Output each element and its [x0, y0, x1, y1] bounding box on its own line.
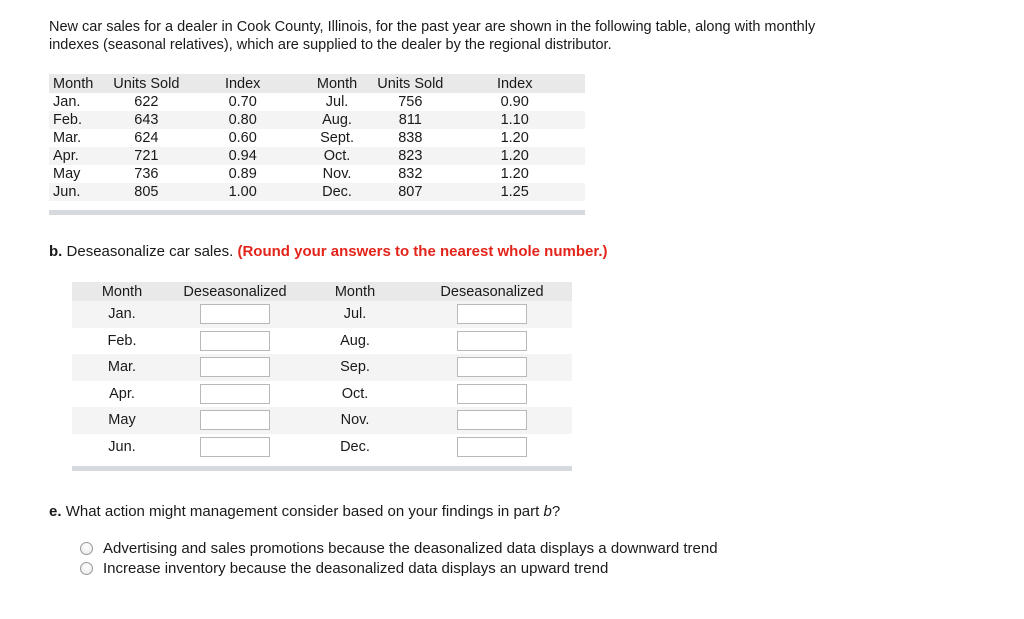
part-b-label: b. [49, 243, 63, 260]
index-cell: 1.20 [444, 147, 585, 165]
part-e-text: What action might management consider based on your findings in part [65, 503, 544, 520]
answer-row [72, 301, 572, 328]
answer-input-cell [412, 354, 572, 381]
month-cell: Jan. [53, 94, 81, 110]
units-sold-cell: 736 [134, 166, 159, 182]
month-cell: Nov. [322, 166, 352, 182]
answer-month-cell: Oct. [341, 385, 369, 402]
index-cell: 0.60 [228, 130, 257, 146]
units-sold-cell: 838 [398, 130, 423, 146]
table-row [49, 129, 585, 147]
units-sold-cell: 823 [376, 147, 444, 165]
month-cell: Dec. [298, 183, 376, 201]
index-cell: 1.20 [500, 166, 529, 182]
index-cell: 0.70 [228, 94, 257, 110]
option-label: Increase inventory because the deasonalized data displays an upward trend [103, 560, 609, 577]
deseasonalized-input[interactable] [457, 410, 527, 430]
deseasonalized-input[interactable] [200, 384, 270, 404]
units-sold-cell: 756 [398, 94, 423, 110]
index-cell: 1.20 [500, 130, 529, 146]
problem-intro: New car sales for a dealer in Cook County, Illinois, for the past year are shown in the following table, along with monthly indexes (seasonal relatives), which are supplied to the dealer by the regional distributor. [49, 19, 816, 53]
answer-month-cell: May [72, 407, 172, 434]
part-b-text: Deseasonalize car sales. [66, 243, 234, 260]
index-cell: 0.80 [188, 111, 298, 129]
answer-input-cell [172, 381, 298, 408]
part-b-question [49, 243, 608, 260]
option-label: Advertising and sales promotions because the deasonalized data displays a downward trend [103, 540, 718, 557]
table-row [49, 111, 585, 129]
answer-month-cell: Dec. [340, 438, 370, 455]
table-row [49, 93, 585, 111]
answer-input-cell [172, 354, 298, 381]
units-sold-cell: 807 [376, 183, 444, 201]
answer-input-cell [172, 434, 298, 461]
header-index-2: Index [444, 74, 585, 93]
month-cell: Jun. [49, 183, 105, 201]
answer-header-month-2: Month [298, 282, 412, 301]
table-row [49, 147, 585, 165]
index-cell: 1.10 [444, 111, 585, 129]
month-cell: Sept. [320, 130, 354, 146]
index-cell: 0.90 [500, 94, 529, 110]
deseasonalized-input[interactable] [200, 304, 270, 324]
deseasonalized-input[interactable] [457, 384, 527, 404]
units-sold-cell: 622 [134, 94, 159, 110]
part-b-instruction: (Round your answers to the nearest whole number.) [237, 243, 608, 260]
data-table-divider [49, 210, 585, 215]
answer-input-cell [412, 301, 572, 328]
units-sold-cell: 811 [376, 111, 444, 129]
answer-input-cell [172, 328, 298, 355]
answer-input-cell [172, 301, 298, 328]
answer-month-cell: Aug. [340, 332, 370, 349]
deseasonalized-input[interactable] [200, 357, 270, 377]
answer-row [72, 434, 572, 461]
answer-input-cell [412, 407, 572, 434]
option-upward-trend[interactable] [80, 560, 608, 577]
part-e-question-mark: ? [551, 503, 561, 520]
units-sold-cell: 805 [105, 183, 187, 201]
month-cell: Apr. [49, 147, 105, 165]
answer-input-cell [412, 328, 572, 355]
header-units-sold-2: Units Sold [377, 75, 444, 92]
deseasonalized-input[interactable] [200, 410, 270, 430]
header-units-sold: Units Sold [105, 74, 187, 93]
answer-input-cell [172, 407, 298, 434]
deseasonalize-answer-table [72, 282, 572, 460]
radio-button[interactable] [80, 542, 93, 555]
deseasonalized-input[interactable] [457, 437, 527, 457]
answer-month-cell: Apr. [109, 385, 135, 402]
part-e-part-ref: b [543, 503, 552, 520]
month-cell: Jul. [325, 94, 349, 110]
units-sold-cell: 721 [105, 147, 187, 165]
deseasonalized-input[interactable] [457, 357, 527, 377]
header-index: Index [188, 74, 298, 93]
index-cell: 0.89 [228, 166, 257, 182]
index-cell: 1.00 [188, 183, 298, 201]
part-e-question [49, 503, 560, 520]
answer-row [72, 354, 572, 381]
index-cell: 1.25 [444, 183, 585, 201]
header-month: Month [49, 74, 105, 93]
table-header-row [49, 74, 585, 93]
month-cell: Feb. [49, 111, 105, 129]
option-downward-trend[interactable] [80, 540, 718, 557]
answer-month-cell: Jan. [72, 301, 172, 328]
units-sold-cell: 643 [105, 111, 187, 129]
answer-header-deseasonalized: Deseasonalized [172, 282, 298, 301]
answer-month-cell: Sep. [298, 354, 412, 381]
month-cell: Aug. [298, 111, 376, 129]
header-month-2: Month [298, 74, 376, 93]
month-cell: Mar. [53, 130, 82, 146]
answer-month-cell: Feb. [107, 332, 137, 349]
radio-button[interactable] [80, 562, 93, 575]
table-row [49, 183, 585, 201]
deseasonalized-input[interactable] [457, 331, 527, 351]
answer-month-cell: Nov. [298, 407, 412, 434]
answer-row [72, 328, 572, 355]
units-sold-cell: 832 [398, 166, 423, 182]
deseasonalized-input[interactable] [457, 304, 527, 324]
answer-input-cell [412, 434, 572, 461]
units-sold-cell: 624 [134, 130, 159, 146]
answer-input-cell [412, 381, 572, 408]
answer-header-month: Month [72, 282, 172, 301]
deseasonalized-input[interactable] [200, 437, 270, 457]
answer-header-row [72, 282, 572, 301]
month-cell: Oct. [298, 147, 376, 165]
answer-table-divider [72, 466, 572, 471]
deseasonalized-input[interactable] [200, 331, 270, 351]
month-cell: May [53, 166, 81, 182]
answer-header-deseasonalized-2: Deseasonalized [412, 282, 572, 301]
sales-data-table [49, 74, 585, 201]
answer-row [72, 381, 572, 408]
index-cell: 0.94 [188, 147, 298, 165]
answer-month-cell: Mar. [72, 354, 172, 381]
part-e-label: e. [49, 503, 62, 520]
answer-month-cell: Jun. [108, 438, 136, 455]
answer-row [72, 407, 572, 434]
answer-month-cell: Jul. [298, 301, 412, 328]
table-row [49, 165, 585, 183]
